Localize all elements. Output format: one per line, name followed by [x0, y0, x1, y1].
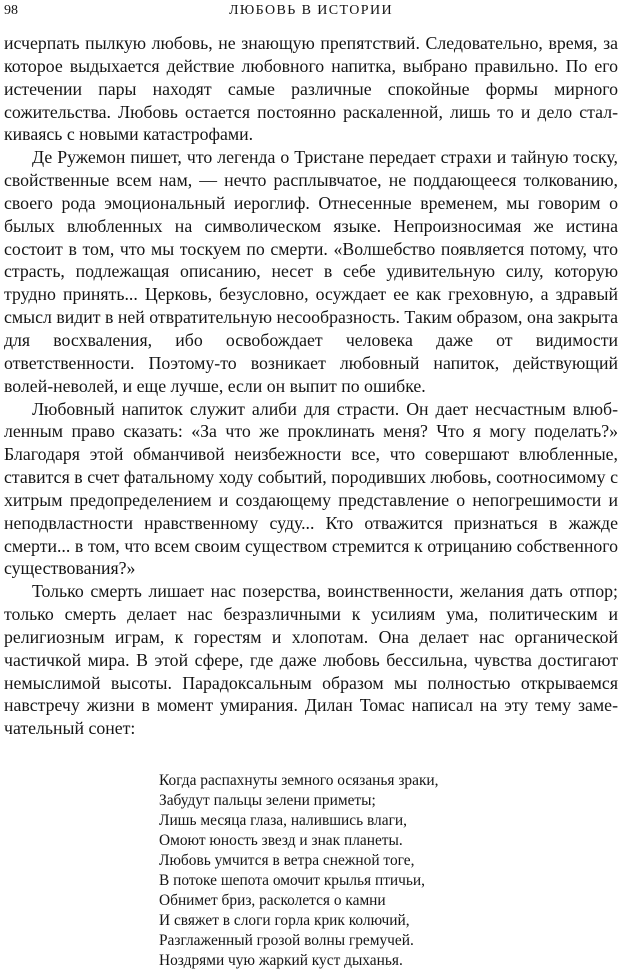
- poem-line: Разглаженный грозой волны гремучей.: [159, 932, 414, 950]
- poem-sonnet: [159, 771, 618, 971]
- paragraph: Де Ружемон пишет, что легенда о Тристане передает страхи и тайную тоску, свойственные всем нам, — нечто расплывчатое, не поддающееся толкованию, своего рода эмоциональный иероглиф. Отнесенные временем, мы говорим о былых влюбленных на символическом языке. Непроизносимая же истина состоит в том, что мы тоскуем по смерти. «Волшебство появляется потому, что страсть, подлежащая описанию, несет в себе удивительную силу, которую трудно принять... Церковь, безусловно, осуждает ее как греховную, а здравый смысл видит в ней отвратительную несообразность. Таким образом, она закрыта для восхваления, ибо освобождает человека даже от видимости ответственности. Поэтому-то возникает любовный напиток, действующий волей-неволей, и еще лучше, если он выпит по ошибке.: [4, 147, 618, 396]
- body-text: [4, 32, 618, 740]
- page-number: 98: [4, 3, 18, 18]
- paragraph: Любовный напиток служит алиби для страсти. Он дает несчастным влюбленным право сказать: «За что же проклинать меня? Что я могу поделать?» Благодаря этой обманчивой неизбежности все, что совершают влюбленные, ставится в счет фатальному ходу событий, породивших любовь, соотносимому с хитрым предопределением и создающему представление о непогрешимости и неподвластности нравственному суду... Кто отважится признаться в жажде смерти... в том, что всем своим существом стремится к отрицанию собственного существования?»: [4, 398, 618, 579]
- page-header: [4, 0, 618, 24]
- poem-line: Любовь умчится в ветра снежной тоге,: [159, 852, 415, 870]
- poem-line: Лишь месяца глаза, налившись влаги,: [159, 812, 407, 830]
- poem-line: Забудут пальцы зелени приметы;: [159, 792, 376, 810]
- poem-line: Ноздрями чую жаркий куст дыханья.: [159, 952, 403, 970]
- poem-line: Когда распахнуты земного осязанья зраки,: [159, 772, 439, 790]
- poem-line: Обнимет бриз, расколется о камни: [159, 892, 386, 910]
- paragraph: исчерпать пылкую любовь, не знающую препятствий. Следовательно, время, за которое выдыхается действие любовного напитка, выбрано правильно. По его истечении пары находят самые различные спокойные формы мирного сожительства. Любовь остается постоянно раскаленной, лишь то и дело сталкиваясь с новыми катастрофами.: [4, 33, 618, 145]
- poem-line: И свяжет в слоги горла крик колючий,: [159, 912, 410, 930]
- poem-line: В потоке шепота омочит крылья птичьи,: [159, 872, 426, 890]
- running-title: ЛЮБОВЬ В ИСТОРИИ: [229, 3, 393, 18]
- paragraph: Только смерть лишает нас позерства, воинственности, желания дать отпор; только смерть делает нас безразличными к усилиям ума, политическим и религиозным играм, к горестям и хлопотам. Она делает нас органической частичкой мира. В этой сфере, где даже любовь бессильна, чувства достигают немыслимой высоты. Парадоксальным образом мы полностью открываемся навстречу жизни в момент умирания. Дилан Томас написал на эту тему замечательный сонет:: [4, 581, 618, 739]
- poem-line: Омоют юность звезд и знак планеты.: [159, 832, 403, 850]
